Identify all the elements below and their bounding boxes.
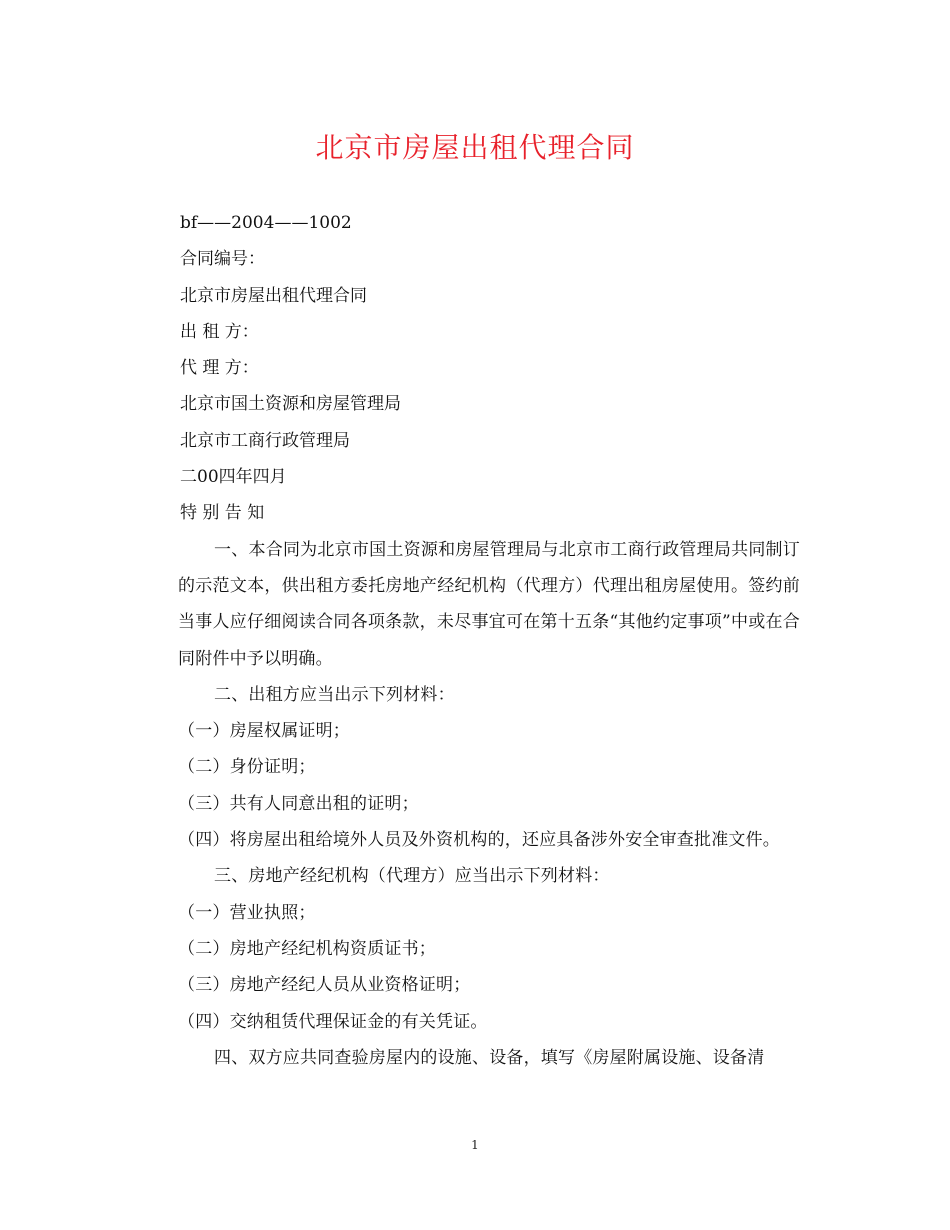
document-code: bf——2004——1002 [180,213,352,233]
lessor-label: 出 租 方： [180,321,259,342]
issuer-industry-commerce-bureau: 北京市工商行政管理局 [180,430,350,451]
notice-paragraph-2: 二、出租方应当出示下列材料： [214,684,455,705]
lessor-material-item: （四）将房屋出租给境外人员及外资机构的，还应具备涉外安全审查批准文件。 [178,830,780,851]
issuer-land-resources-bureau: 北京市国土资源和房屋管理局 [180,394,401,415]
lessor-material-item: （三）共有人同意出租的证明； [178,793,419,814]
contract-number-label: 合同编号： [180,249,265,270]
agent-material-item: （二）房地产经纪机构资质证书； [178,938,436,959]
lessor-material-item: （一）房屋权属证明； [178,721,350,742]
document-title: 北京市房屋出租代理合同 [315,131,635,164]
contract-name: 北京市房屋出租代理合同 [180,285,367,306]
agent-label: 代 理 方： [180,358,259,379]
page-number: 1 [471,1138,479,1152]
notice-paragraph-4: 四、双方应共同查验房屋内的设施、设备，填写《房屋附属设施、设备清 [214,1047,765,1068]
agent-material-item: （三）房地产经纪人员从业资格证明； [178,975,471,996]
issue-date: 二00四年四月 [180,467,287,488]
notice-paragraph-1: 一、本合同为北京市国土资源和房屋管理局与北京市工商行政管理局共同制订的示范文本，供出租方委托房地产经纪机构（代理方）代理出租房屋使用。签约前当事人应仔细阅读合同各项条款，未尽事宜可在第十五条“其他约定事项”中或在合同附件中予以明确。 [178,539,800,669]
agent-material-item: （一）营业执照； [178,902,316,923]
document-body [180,205,800,1076]
agent-material-item: （四）交纳租赁代理保证金的有关凭证。 [178,1011,488,1032]
special-notice-heading: 特 别 告 知 [180,503,265,524]
lessor-material-item: （二）身份证明； [178,757,316,778]
notice-paragraph-3: 三、房地产经纪机构（代理方）应当出示下列材料： [214,866,610,887]
